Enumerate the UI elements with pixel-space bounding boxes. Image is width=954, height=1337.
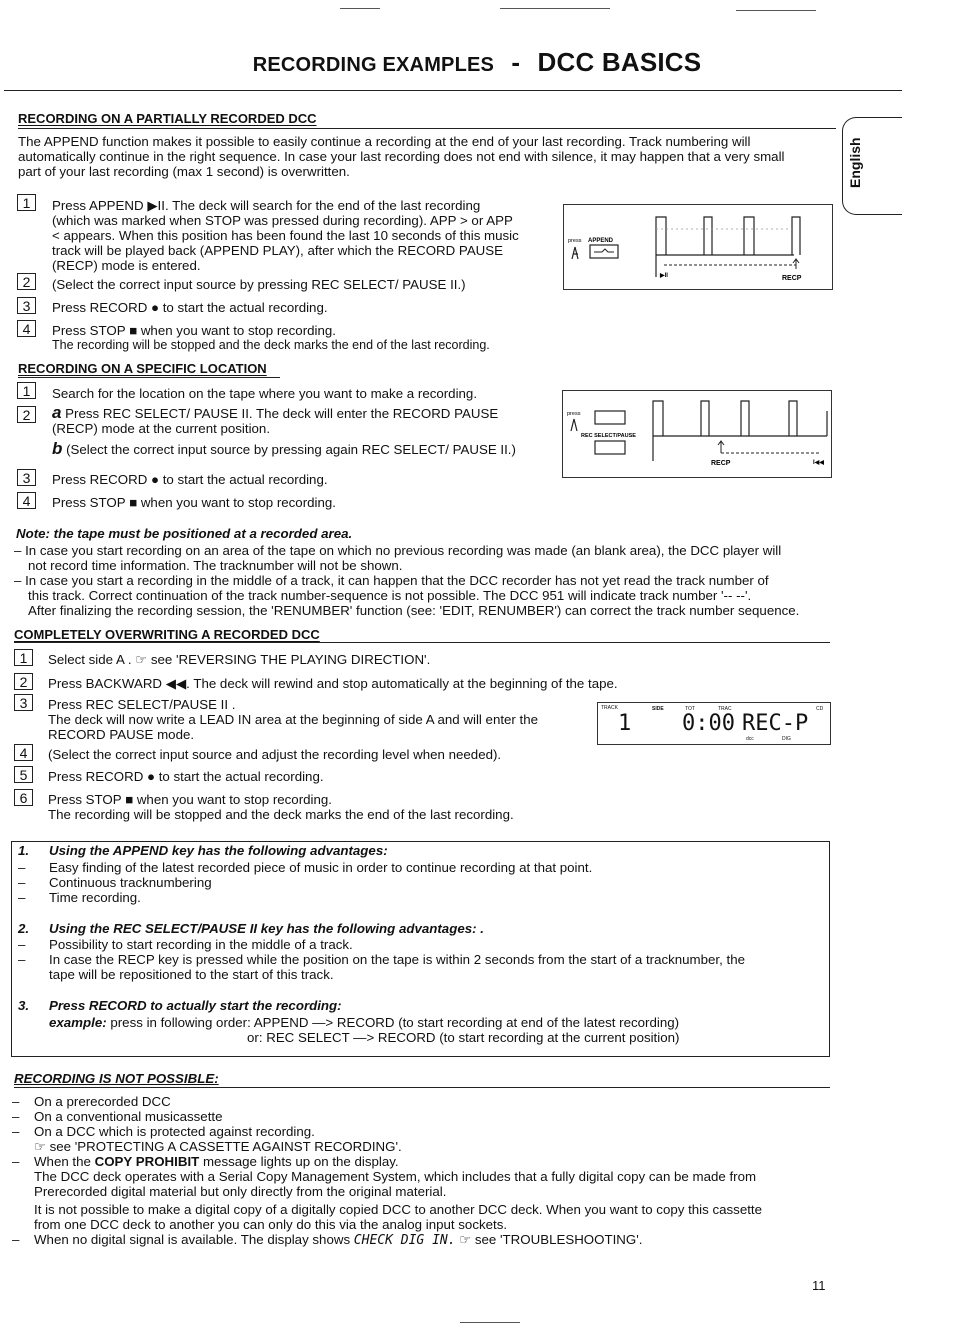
step-text: Press REC SELECT/PAUSE II . The deck will now write a LEAD IN area at the beginning of side A and will enter the RECORD PAUSE mode.	[48, 697, 539, 742]
lcd-tot-label: TOT	[685, 706, 695, 712]
step-text: Select side A . ☞ see 'REVERSING THE PLAYING DIRECTION'.	[48, 652, 431, 667]
title-left: RECORDING EXAMPLES	[252, 54, 495, 76]
section-rule	[18, 377, 280, 378]
note-heading: Note: the tape must be positioned at a recorded area.	[16, 526, 353, 541]
not-possible-list: – On a prerecorded DCC – On a conventional musicassette – On a DCC which is protected against recording. ☞ see 'PROTECTING A CASSETTE AGAINST RECORDING'. – When the COPY PROHIBIT message lights up on the display. The DCC deck operates with a Serial Copy Management System, which includes that a fully digital copy can be made from Prerecorded digital material but only directly from the original material. It is not possible to make a digital copy of a digitally copied DCC to another DCC deck. When you want to copy this cassette from one DCC deck to another you can only do this via the analog input sockets. – When no digital signal is available. The display shows CHECK DIG IN. ☞ see 'TROUBLESHOOTING'.	[12, 1094, 762, 1248]
diagram-play-label: ▶II	[660, 273, 668, 279]
step-number: 5	[14, 766, 33, 783]
diagram-recp-label: RECP	[711, 460, 731, 467]
lcd-dig-label: DIG	[782, 736, 791, 742]
diagram-press-label: press	[567, 411, 581, 417]
advantages-group-1: 1. Using the APPEND key has the following advantages: – Easy finding of the latest recorded piece of music in order to continue recording at that point. – Continuous tracknumbering – Time recording.	[18, 843, 593, 905]
step-text: Press RECORD ● to start the actual recording.	[52, 472, 328, 487]
step-number: 1	[17, 194, 36, 211]
lcd-side-label: SIDE	[652, 706, 664, 712]
step-number: 1	[17, 382, 36, 399]
lcd-dcc-label: dcc	[746, 736, 754, 742]
step-number: 6	[14, 789, 33, 806]
sub-step-a: a	[52, 403, 62, 422]
step-number: 3	[14, 694, 33, 711]
scan-speck	[460, 1322, 520, 1323]
diagram-back-label: I◀◀	[813, 460, 824, 466]
lcd-mode-value: REC-P	[742, 711, 809, 736]
section-heading-location: RECORDING ON A SPECIFIC LOCATION	[18, 361, 267, 376]
diagram-track-marks	[656, 217, 800, 255]
diagram-arrow	[718, 441, 724, 453]
step-number: 4	[17, 320, 36, 337]
hand-icon	[571, 419, 577, 431]
title-rule	[4, 90, 902, 91]
page-number: 11	[812, 1278, 826, 1293]
step-number: 3	[17, 297, 36, 314]
append-diagram	[563, 204, 833, 290]
scan-speck	[340, 8, 380, 9]
append-diagram-svg	[564, 205, 832, 289]
section-rule	[14, 642, 830, 643]
step-text: Press STOP ■ when you want to stop recording.	[52, 495, 336, 510]
hand-icon	[572, 247, 578, 259]
step-text: (Select the correct input source by pressing REC SELECT/ PAUSE II.)	[52, 277, 466, 292]
step-text: Press STOP ■ when you want to stop recording. The recording will be stopped and the deck marks the end of the last recording.	[52, 323, 490, 352]
advantages-group-3: 3. Press RECORD to actually start the recording: example: press in following order: APPEND —> RECORD (to start recording at end of the latest recording) or: REC SELECT —> RECORD (to start recording at the current position)	[18, 998, 680, 1045]
scan-speck	[500, 8, 610, 9]
diagram-arrow	[793, 259, 799, 269]
lcd-time-value: 0:00	[682, 711, 735, 736]
note-body: – In case you start recording on an area of the tape on which no previous recording was made (an blank area), the DCC player will not record time information. The tracknumber will not be shown. – In case you start a recording in the middle of a track, it can happen that the DCC recorder has not yet read the track number of this track. Correct continuation of the track number-sequence is not possible. The DCC 951 will indicate track number '-- --'. After finalizing the recording session, the 'RENUMBER' function (see: 'EDIT, RENUMBER') can correct the track number sequence.	[14, 543, 800, 618]
intro-paragraph: The APPEND function makes it possible to easily continue a recording at the end of your last recording. Track numbering will automatically continue in the right sequence. In case your last recording does not end with silence, it may happen that a very small part of your last recording (max 1 second) is overwritten.	[18, 134, 785, 179]
rec-select-diagram-svg	[563, 391, 831, 477]
diagram-key-icon-2	[595, 441, 625, 454]
lcd-track-label: TRACK	[601, 705, 618, 711]
section-heading-overwrite: COMPLETELY OVERWRITING A RECORDED DCC	[14, 627, 320, 642]
diagram-press-label: press	[568, 238, 582, 244]
diagram-key-label: REC SELECT/PAUSE	[581, 433, 636, 439]
title-right: DCC BASICS	[537, 47, 702, 77]
step-text: Press RECORD ● to start the actual recording.	[52, 300, 328, 315]
step-text: a Press REC SELECT/ PAUSE II. The deck will enter the RECORD PAUSE (RECP) mode at the current position. b (Select the correct input source by pressing again REC SELECT/ PAUSE II.)	[52, 403, 516, 458]
lcd-display	[597, 702, 831, 745]
step-number: 4	[17, 492, 36, 509]
step-number: 2	[14, 673, 33, 690]
step-number: 2	[17, 406, 36, 423]
diagram-key-glyph	[594, 249, 614, 252]
advantages-group-2: 2. Using the REC SELECT/PAUSE II key has the following advantages: . – Possibility to start recording in the middle of a track. – In case the RECP key is pressed while the position on the tape is within 2 seconds from the start of a tracknumber, the tape will be repositioned to the start of this track.	[18, 921, 745, 982]
section-rule	[14, 1087, 830, 1088]
diagram-key-icon	[595, 411, 625, 424]
step-number: 4	[14, 744, 33, 761]
diagram-key-label: APPEND	[588, 238, 614, 244]
step-text: Press APPEND ▶II. The deck will search for the end of the last recording (which was marked when STOP was pressed during recording). APP > or APP < appears. When this position has been found the last 10 seconds of this music track will be played back (APPEND PLAY), after which the RECORD PAUSE (RECP) mode is entered.	[52, 198, 519, 273]
step-number: 3	[17, 469, 36, 486]
not-possible-heading: RECORDING IS NOT POSSIBLE:	[14, 1071, 219, 1086]
step-number: 1	[14, 649, 33, 666]
section-rule	[18, 128, 836, 129]
advantage-item-continued: tape will be repositioned to the start of this track.	[49, 967, 334, 982]
step-text: (Select the correct input source and adjust the recording level when needed).	[48, 747, 502, 762]
step-text: Press RECORD ● to start the actual recording.	[48, 769, 324, 784]
rec-select-diagram	[562, 390, 832, 478]
sub-step-b: b	[52, 439, 63, 458]
diagram-track-marks	[653, 401, 797, 461]
step-text: Press STOP ■ when you want to stop recording. The recording will be stopped and the deck marks the end of the last recording.	[48, 792, 514, 822]
section-heading-partial: RECORDING ON A PARTIALLY RECORDED DCC	[18, 111, 317, 126]
language-tab-label: English	[847, 137, 863, 188]
lcd-track-value: 1	[618, 711, 632, 736]
page-title	[0, 48, 954, 79]
step-number: 2	[17, 273, 36, 290]
diagram-recp-label: RECP	[782, 275, 802, 282]
title-separator: -	[511, 47, 521, 77]
lcd-trac-label: TRAC	[718, 706, 732, 712]
advantage-item: In case the RECP key is pressed while the position on the tape is within 2 seconds from the start of a tracknumber, the	[49, 952, 745, 967]
lcd-cd-label: CD	[816, 706, 824, 712]
scan-speck	[736, 10, 816, 11]
step-text: Search for the location on the tape where you want to make a recording.	[52, 386, 478, 401]
step-text: Press BACKWARD ◀◀. The deck will rewind and stop automatically at the beginning of the tape.	[48, 676, 618, 691]
